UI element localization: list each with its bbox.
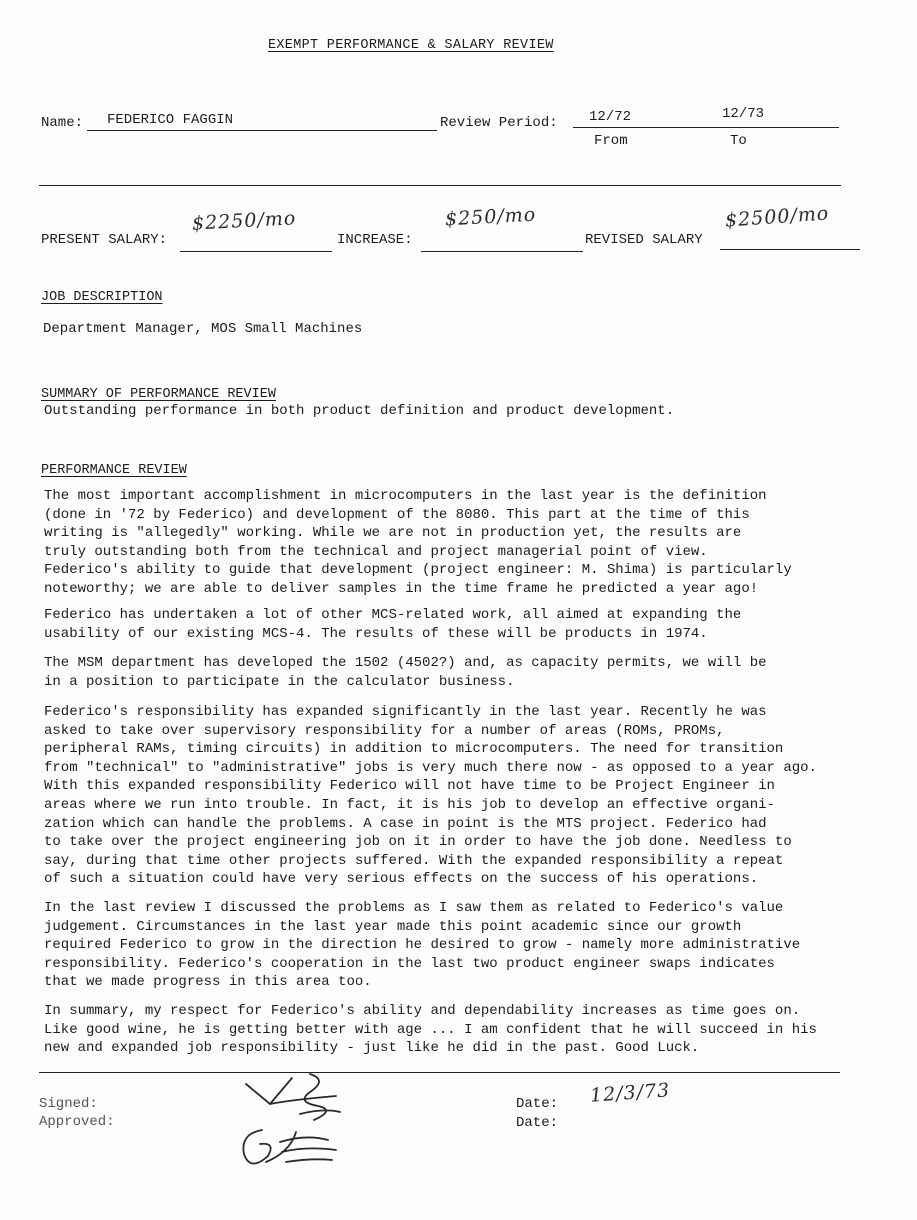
paragraph-line: from "technical" to "administrative" jobs is very much there now - as opposed to a year ago.	[44, 759, 817, 776]
paragraph-line: in a position to participate in the calculator business.	[44, 673, 515, 690]
paragraph-line: The MSM department has developed the 1502 (4502?) and, as capacity permits, we will be	[44, 655, 767, 671]
date2-label: Date:	[516, 1115, 559, 1131]
to-label: To	[730, 133, 747, 149]
paragraph-line: of such a situation could have very serious effects on the success of his operations.	[44, 871, 759, 888]
revised-salary-underline	[720, 249, 860, 250]
date-label: Date:	[516, 1096, 559, 1112]
paragraph-line: noteworthy; we are able to deliver samples in the time frame he predicted a year ago!	[44, 580, 759, 597]
signature-graphic	[240, 1070, 350, 1125]
paragraph-line: In the last review I discussed the problems as I saw them as related to Federico's value	[44, 900, 784, 916]
paragraph-line: responsibility. Federico's cooperation in the last two product engineer swaps indicates	[44, 955, 775, 972]
signed-label: Signed:	[39, 1096, 98, 1112]
revised-salary-label: REVISED SALARY	[585, 232, 703, 248]
from-label: From	[594, 133, 628, 149]
paragraph-line: say, during that time other projects suffered. With the expanded responsibility a repeat	[44, 852, 784, 869]
increase-value: $250/mo	[444, 203, 537, 231]
date-value: 12/3/73	[589, 1079, 671, 1107]
signature-divider	[39, 1072, 840, 1073]
increase-label: INCREASE:	[337, 232, 413, 248]
paragraph-line: judgement. Circumstances in the last year made this point academic since our growth	[44, 918, 742, 935]
review-paragraph	[44, 703, 904, 889]
paragraph-line: writing is "allegedly" working. While we are not in production yet, the results are	[44, 525, 742, 542]
paragraph-line: The most important accomplishment in microcomputers in the last year is the definition	[44, 488, 767, 504]
paragraph-line: asked to take over supervisory responsibility for a number of areas (ROMs, PROMs,	[44, 722, 725, 739]
period-underline	[573, 127, 839, 128]
review-period-label: Review Period:	[440, 115, 558, 131]
present-salary-label: PRESENT SALARY:	[41, 232, 168, 248]
summary-heading: SUMMARY OF PERFORMANCE REVIEW	[41, 387, 276, 402]
performance-review-heading: PERFORMANCE REVIEW	[41, 463, 187, 478]
job-description-text: Department Manager, MOS Small Machines	[43, 321, 363, 337]
period-to-value: 12/73	[722, 106, 765, 122]
review-paragraph	[44, 1002, 904, 1058]
present-salary-value: $2250/mo	[191, 207, 297, 235]
present-salary-underline	[180, 251, 332, 252]
approval-signature-graphic	[236, 1122, 346, 1174]
review-paragraph	[44, 654, 904, 691]
job-description-heading: JOB DESCRIPTION	[41, 290, 163, 305]
name-label: Name:	[41, 115, 84, 131]
paragraph-line: required Federico to grow in the direction he desired to grow - namely more administrative	[44, 937, 801, 954]
name-value: FEDERICO FAGGIN	[107, 112, 234, 128]
paragraph-line: to take over the project engineering job on it in order to have the job done. Needless to	[44, 834, 792, 851]
paragraph-line: With this expanded responsibility Federico will not have time to be Project Engineer in	[44, 778, 775, 795]
paragraph-line: truly outstanding both from the technical and project managerial point of view.	[44, 543, 708, 560]
paragraph-line: Federico has undertaken a lot of other MCS-related work, all aimed at expanding the	[44, 607, 742, 623]
review-paragraph	[44, 487, 904, 599]
paragraph-line: peripheral RAMs, timing circuits) in addition to microcomputers. The need for transition	[44, 741, 784, 758]
paragraph-line: Like good wine, he is getting better with age ... I am confident that he will succeed in his	[44, 1021, 817, 1038]
section-divider	[39, 185, 841, 186]
revised-salary-value: $2500/mo	[724, 202, 830, 232]
paragraph-line: new and expanded job responsibility - just like he did in the past. Good Luck.	[44, 1040, 700, 1057]
paragraph-line: In summary, my respect for Federico's ability and dependability increases as time goes on.	[44, 1003, 801, 1019]
paragraph-line: areas where we run into trouble. In fact, it is his job to develop an effective organi-	[44, 796, 775, 813]
review-paragraph	[44, 606, 904, 643]
paragraph-line: that we made progress in this area too.	[44, 974, 372, 991]
paragraph-line: (done in '72 by Federico) and development of the 8080. This part at the time of this	[44, 506, 750, 523]
paragraph-line: zation which can handle the problems. A case in point is the MTS project. Federico had	[44, 815, 767, 832]
period-from-value: 12/72	[589, 109, 632, 125]
summary-text: Outstanding performance in both product definition and product development.	[44, 403, 675, 419]
form-title: EXEMPT PERFORMANCE & SALARY REVIEW	[268, 38, 554, 53]
paragraph-line: usability of our existing MCS-4. The results of these will be products in 1974.	[44, 625, 708, 642]
approved-label: Approved:	[39, 1114, 115, 1130]
paragraph-line: Federico's ability to guide that development (project engineer: M. Shima) is particularly	[44, 562, 792, 579]
increase-underline	[421, 251, 583, 252]
paragraph-line: Federico's responsibility has expanded significantly in the last year. Recently he was	[44, 704, 767, 720]
review-paragraph	[44, 899, 904, 992]
name-underline	[87, 130, 437, 131]
